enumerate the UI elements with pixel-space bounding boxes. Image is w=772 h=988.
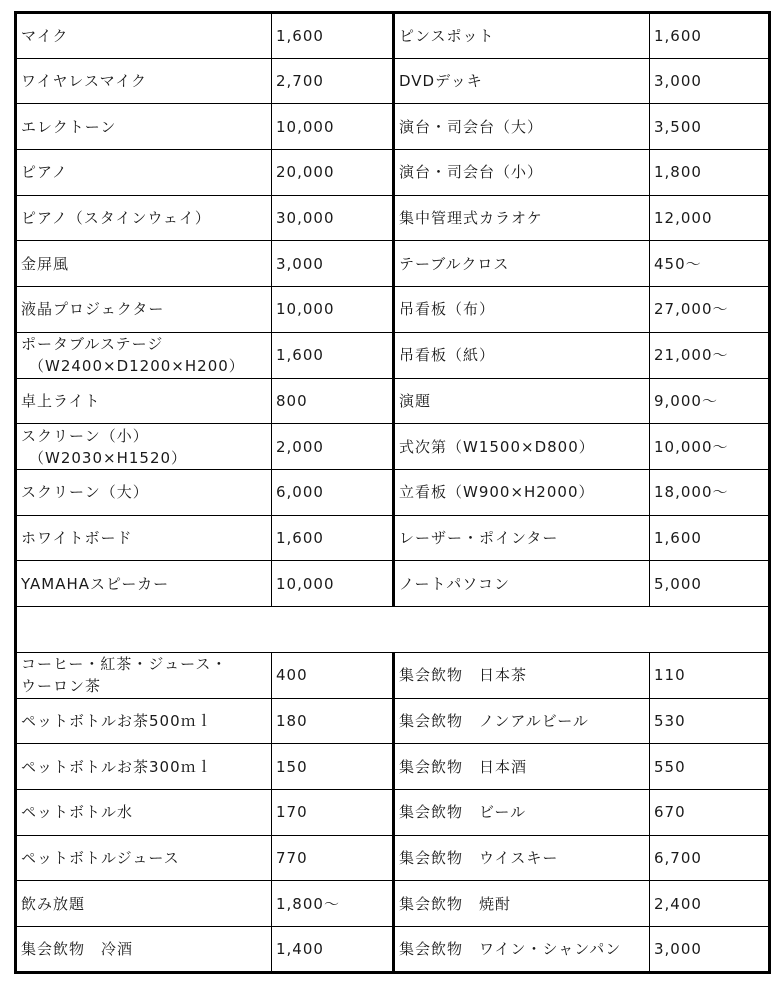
section-gap — [16, 606, 770, 652]
item-price-right: 1,600 — [650, 13, 770, 59]
item-name-right — [394, 881, 650, 927]
item-name-right — [394, 835, 650, 881]
item-price-right: 2,400 — [650, 881, 770, 927]
item-name-right — [394, 652, 650, 698]
item-price-left: 10,000 — [272, 561, 394, 607]
item-price-left: 1,600 — [272, 332, 394, 378]
item-name-line: ピアノ — [21, 163, 68, 182]
item-name-line: 集会飲物 ビール — [399, 803, 527, 822]
item-name-left — [16, 835, 272, 881]
item-price-right: 1,800 — [650, 150, 770, 196]
item-name-line: 集会飲物 日本茶 — [399, 666, 528, 685]
item-price-right: 6,700 — [650, 835, 770, 881]
equipment-row — [16, 150, 770, 196]
item-name-right — [394, 150, 650, 196]
item-price-left: 30,000 — [272, 195, 394, 241]
item-name-right — [394, 515, 650, 561]
item-name-line: エレクトーン — [21, 117, 117, 136]
item-name-line: 演題 — [399, 391, 432, 410]
item-name-right — [394, 790, 650, 836]
item-price-left: 1,800～ — [272, 881, 394, 927]
item-price-left: 2,000 — [272, 424, 394, 470]
item-name-line: レーザー・ポインター — [399, 528, 559, 547]
item-price-left: 1,400 — [272, 927, 394, 973]
item-name-left — [16, 287, 272, 333]
item-name-line: DVDデッキ — [399, 72, 483, 91]
item-name-left — [16, 241, 272, 287]
drink-row — [16, 927, 770, 973]
item-name-line: ペットボトルお茶300ｍｌ — [21, 757, 213, 776]
equipment-row — [16, 561, 770, 607]
item-name-line: コーヒー・紅茶・ジュース・ — [21, 655, 228, 674]
item-name-line: 式次第（W1500×D800） — [399, 437, 595, 456]
item-name-line: 集会飲物 ワイン・シャンパン — [399, 939, 622, 958]
item-name-line: スクリーン（大） — [21, 483, 149, 502]
equipment-row — [16, 58, 770, 104]
item-price-right: 10,000～ — [650, 424, 770, 470]
item-name-line: （W2030×H1520） — [29, 448, 188, 467]
item-name-line: テーブルクロス — [399, 254, 510, 273]
drink-row — [16, 790, 770, 836]
item-price-right: 27,000～ — [650, 287, 770, 333]
item-name-left — [16, 378, 272, 424]
item-name-line: ペットボトルお茶500ｍｌ — [21, 711, 213, 730]
item-price-left: 800 — [272, 378, 394, 424]
equipment-row — [16, 287, 770, 333]
item-name-line: 集会飲物 ウイスキー — [399, 849, 559, 868]
equipment-row — [16, 241, 770, 287]
item-name-line: ノートパソコン — [399, 574, 510, 593]
item-name-right — [394, 58, 650, 104]
item-name-left — [16, 652, 272, 698]
item-name-left — [16, 195, 272, 241]
drink-row — [16, 744, 770, 790]
item-name-line: 卓上ライト — [21, 391, 101, 410]
item-name-right — [394, 698, 650, 744]
item-name-line: 集会飲物 日本酒 — [399, 757, 528, 776]
item-name-left — [16, 515, 272, 561]
equipment-row — [16, 332, 770, 378]
item-price-right: 3,000 — [650, 58, 770, 104]
equipment-row — [16, 515, 770, 561]
item-price-left: 2,700 — [272, 58, 394, 104]
item-price-left: 1,600 — [272, 13, 394, 59]
item-name-line: 飲み放題 — [21, 894, 86, 913]
item-price-right: 12,000 — [650, 195, 770, 241]
item-name-line: 立看板（W900×H2000） — [399, 483, 595, 502]
item-name-left — [16, 561, 272, 607]
item-name-right — [394, 378, 650, 424]
item-name-left — [16, 881, 272, 927]
item-name-right — [394, 332, 650, 378]
item-name-right — [394, 469, 650, 515]
item-name-left — [16, 469, 272, 515]
item-price-right: 550 — [650, 744, 770, 790]
equipment-row — [16, 424, 770, 470]
item-name-line: 吊看板（布） — [399, 300, 496, 319]
item-name-line: ピンスポット — [399, 26, 495, 45]
price-list-table — [14, 11, 771, 974]
item-price-left: 150 — [272, 744, 394, 790]
item-name-line: 吊看板（紙） — [399, 346, 496, 365]
spacer-row — [16, 606, 770, 652]
item-price-right: 670 — [650, 790, 770, 836]
item-name-line: 集会飲物 冷酒 — [21, 939, 134, 958]
equipment-row — [16, 378, 770, 424]
item-name-right — [394, 424, 650, 470]
item-name-right — [394, 561, 650, 607]
item-price-left: 180 — [272, 698, 394, 744]
item-name-left — [16, 104, 272, 150]
item-price-left: 10,000 — [272, 287, 394, 333]
item-name-line: （W2400×D1200×H200） — [29, 357, 245, 376]
item-price-right: 5,000 — [650, 561, 770, 607]
item-price-right: 18,000～ — [650, 469, 770, 515]
item-name-right — [394, 241, 650, 287]
item-price-left: 400 — [272, 652, 394, 698]
item-name-left — [16, 744, 272, 790]
item-name-line: YAMAHAスピーカー — [21, 574, 170, 593]
item-price-left: 170 — [272, 790, 394, 836]
item-name-right — [394, 13, 650, 59]
item-name-line: 集中管理式カラオケ — [399, 209, 543, 228]
item-price-right: 1,600 — [650, 515, 770, 561]
item-name-left — [16, 698, 272, 744]
item-name-line: ペットボトルジュース — [21, 849, 180, 868]
item-name-line: ワイヤレスマイク — [21, 72, 148, 91]
item-name-left — [16, 927, 272, 973]
drink-row — [16, 835, 770, 881]
item-price-left: 10,000 — [272, 104, 394, 150]
item-name-line: 演台・司会台（小） — [399, 163, 544, 182]
item-name-left — [16, 790, 272, 836]
item-name-line: 演台・司会台（大） — [399, 117, 544, 136]
item-price-right: 21,000～ — [650, 332, 770, 378]
item-name-line: ホワイトボード — [21, 528, 133, 547]
equipment-row — [16, 469, 770, 515]
item-name-left — [16, 424, 272, 470]
item-name-right — [394, 104, 650, 150]
drink-row — [16, 881, 770, 927]
item-name-line: マイク — [21, 26, 69, 45]
item-price-left: 20,000 — [272, 150, 394, 196]
item-price-right: 450～ — [650, 241, 770, 287]
equipment-row — [16, 104, 770, 150]
item-price-right: 3,500 — [650, 104, 770, 150]
equipment-row — [16, 13, 770, 59]
drink-row — [16, 698, 770, 744]
item-price-right: 9,000～ — [650, 378, 770, 424]
item-name-line: 集会飲物 ノンアルビール — [399, 711, 589, 730]
spacer-cell — [16, 606, 770, 652]
item-name-right — [394, 287, 650, 333]
item-name-right — [394, 927, 650, 973]
item-price-left: 770 — [272, 835, 394, 881]
drink-row — [16, 652, 770, 698]
item-name-line: ペットボトル水 — [21, 803, 134, 822]
item-name-right — [394, 744, 650, 790]
item-price-left: 3,000 — [272, 241, 394, 287]
equipment-row — [16, 195, 770, 241]
item-name-line: ウーロン茶 — [21, 677, 102, 696]
item-price-right: 3,000 — [650, 927, 770, 973]
item-name-left — [16, 58, 272, 104]
item-price-left: 1,600 — [272, 515, 394, 561]
item-price-right: 110 — [650, 652, 770, 698]
item-name-line: 液晶プロジェクター — [21, 300, 165, 319]
item-name-line: ポータブルステージ — [21, 335, 164, 354]
drinks-section — [16, 652, 770, 972]
item-price-right: 530 — [650, 698, 770, 744]
item-name-line: 集会飲物 焼酎 — [399, 894, 512, 913]
item-name-line: スクリーン（小） — [21, 426, 149, 445]
item-name-left — [16, 332, 272, 378]
equipment-section — [16, 13, 770, 607]
item-name-line: ピアノ（スタインウェイ） — [21, 209, 211, 228]
item-name-left — [16, 13, 272, 59]
item-price-left: 6,000 — [272, 469, 394, 515]
item-name-line: 金屏風 — [21, 254, 70, 273]
item-name-right — [394, 195, 650, 241]
item-name-left — [16, 150, 272, 196]
